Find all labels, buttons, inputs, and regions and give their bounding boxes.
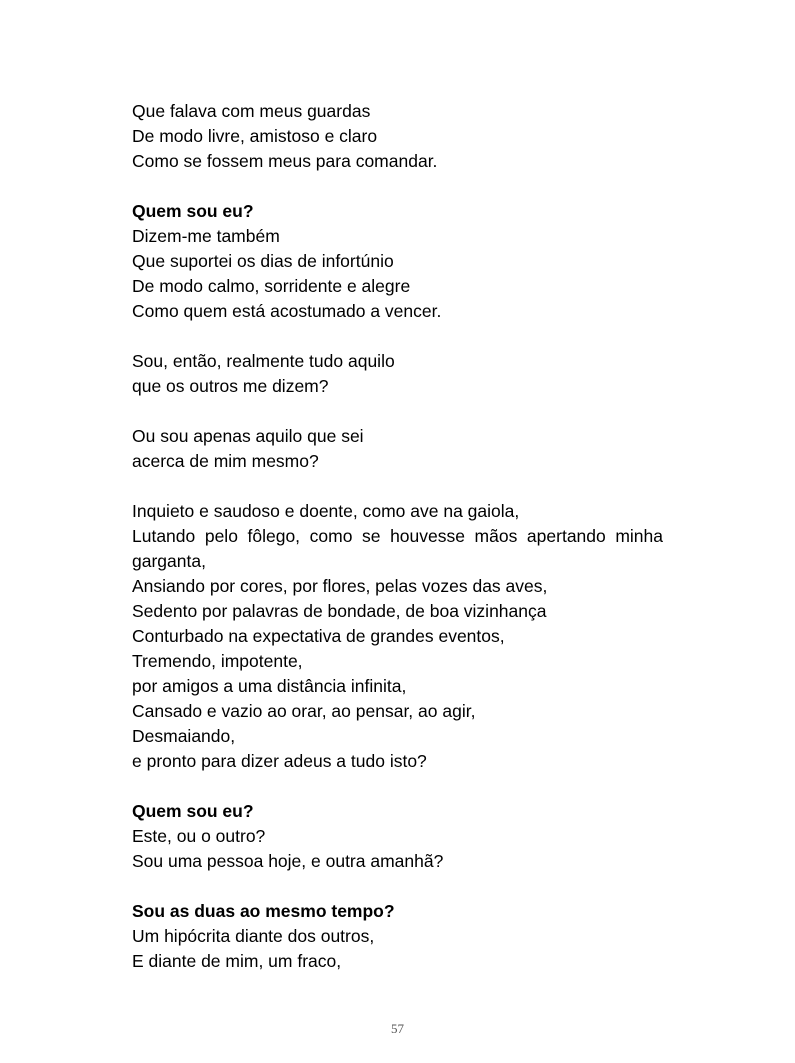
stanza-gap <box>132 174 663 199</box>
poem-line: Ou sou apenas aquilo que sei <box>132 426 364 446</box>
poem-line: Lutando pelo fôlego, como se houvesse mãos apertando minha garganta, <box>132 526 663 571</box>
poem-line: Desmaiando, <box>132 726 236 746</box>
poem-line: Dizem-me também <box>132 226 280 246</box>
stanza-gap <box>132 774 663 799</box>
poem-line: Como se fossem meus para comandar. <box>132 151 438 171</box>
poem-line: Cansado e vazio ao orar, ao pensar, ao agir, <box>132 701 476 721</box>
poem-line: E diante de mim, um fraco, <box>132 951 342 971</box>
stanza-heading: Sou as duas ao mesmo tempo? <box>132 901 395 921</box>
poem-line: Um hipócrita diante dos outros, <box>132 926 375 946</box>
poem-line: por amigos a uma distância infinita, <box>132 676 407 696</box>
stanza-heading: Quem sou eu? <box>132 801 254 821</box>
poem-line: Ansiando por cores, por flores, pelas vozes das aves, <box>132 576 548 596</box>
stanza-gap <box>132 474 663 499</box>
poem-line: acerca de mim mesmo? <box>132 451 319 471</box>
poem-text <box>132 99 663 974</box>
poem-line: Sou uma pessoa hoje, e outra amanhã? <box>132 851 444 871</box>
stanza-gap <box>132 399 663 424</box>
stanza-gap <box>132 874 663 899</box>
poem-line: Como quem está acostumado a vencer. <box>132 301 442 321</box>
poem-line: De modo livre, amistoso e claro <box>132 126 378 146</box>
poem-line: De modo calmo, sorridente e alegre <box>132 276 411 296</box>
poem-line: e pronto para dizer adeus a tudo isto? <box>132 751 427 771</box>
stanza-gap <box>132 324 663 349</box>
poem-line: Que falava com meus guardas <box>132 101 371 121</box>
stanza-heading: Quem sou eu? <box>132 201 254 221</box>
poem-line: Este, ou o outro? <box>132 826 266 846</box>
poem-line: Conturbado na expectativa de grandes eventos, <box>132 626 505 646</box>
poem-line: Que suportei os dias de infortúnio <box>132 251 394 271</box>
poem-line: que os outros me dizem? <box>132 376 329 396</box>
poem-line: Tremendo, impotente, <box>132 651 303 671</box>
poem-line: Sou, então, realmente tudo aquilo <box>132 351 395 371</box>
poem-line: Inquieto e saudoso e doente, como ave na gaiola, <box>132 501 520 521</box>
page-number: 57 <box>391 1021 404 1036</box>
poem-line: Sedento por palavras de bondade, de boa vizinhança <box>132 601 547 621</box>
